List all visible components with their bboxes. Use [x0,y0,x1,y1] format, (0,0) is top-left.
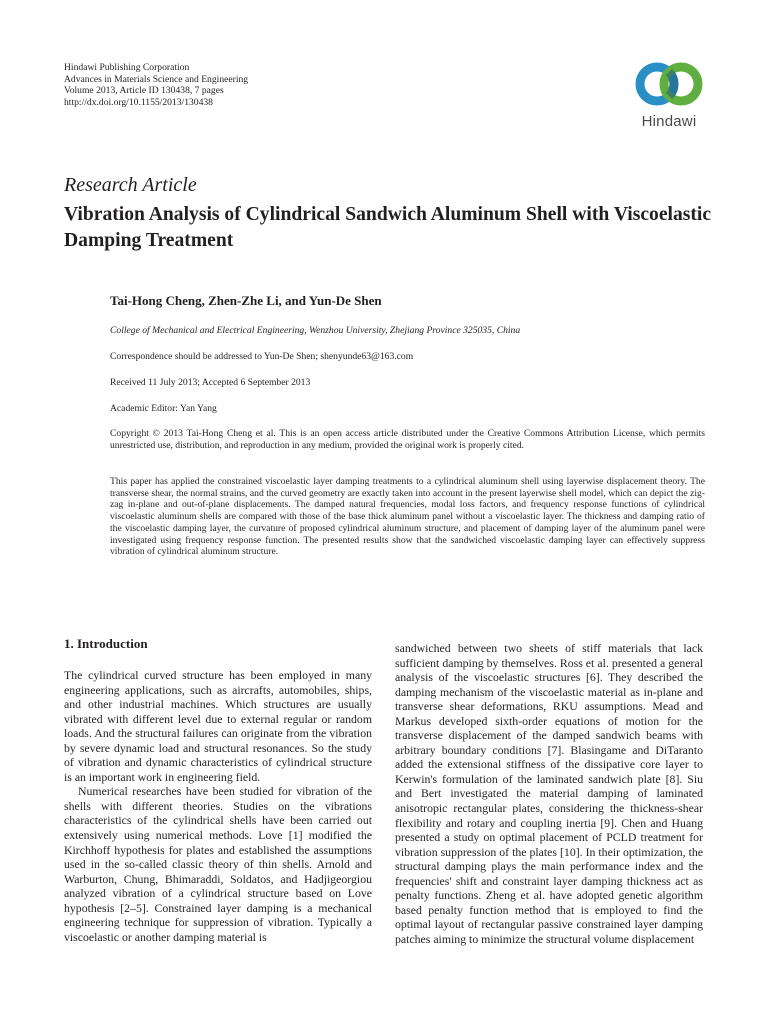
volume-info: Volume 2013, Article ID 130438, 7 pages [64,85,224,97]
correspondence: Correspondence should be addressed to Yun-De Shen; shenyunde63@163.com [110,351,414,362]
body-column-left [64,636,372,944]
publisher-name: Hindawi Publishing Corporation [64,62,190,73]
authors: Tai-Hong Cheng, Zhen-Zhe Li, and Yun-De Shen [110,293,382,308]
doi-link[interactable]: http://dx.doi.org/10.1155/2013/130438 [64,96,213,108]
paragraph: sandwiched between two sheets of stiff materials that lack sufficient damping by themselves. Ross et al. presented a general analysis of the viscoelastic structures [6]. They described the damping mechanism of the viscoelastic material as in-plane and transverse shear deformations, RKU assumptions. Mead and Markus developed sixth-order equations of motion for the transverse displacement of the damped sandwich beams with arbitrary boundary conditions [7]. Blasingame and DiTaranto added the extensional stiffness of the dissipative core layer to Kerwin's formulation of the laminated sandwich plate [8]. Siu and Bert investigated the material damping of laminated anisotropic rectangular plates, considering the thickness-shear flexibility and rotary and coupling inertia [9]. Chen and Huang presented a study on optimal placement of PCLD treatment for vibration suppression of the plates [10]. In their optimization, the structural damping plays the main performance index and the frequencies' shift and constraint layer damping thickness act as penalty functions. Zheng et al. have adopted genetic algorithm based penalty function method that is employed to find the optimal layout of rectangular passive constrained layer damping patches aiming to minimize the structural volume displacement [395,641,703,946]
abstract: This paper has applied the constrained viscoelastic layer damping treatments to a cylindrical aluminum shell using layerwise displacement theory. The transverse shear, the normal strains, and the curved geometry are exactly taken into account in the present layerwise shell model, which can depict the zig-zag in-plane and out-of-plane displacements. The damped natural frequencies, modal loss factors, and frequency response functions of cylindrical viscoelastic aluminum shells are compared with those of the base thick aluminum panel without a viscoelastic layer. The thickness and damping ratio of the viscoelastic damping layer, the curvature of proposed cylindrical aluminum structure, and placement of damping layer of the aluminum panel were investigated using frequency response function. The presented results show that the sandwiched viscoelastic damping layer can effectively suppress vibration of cylindrical aluminum structure. [110,476,705,558]
academic-editor: Academic Editor: Yan Yang [110,403,217,414]
copyright-notice: Copyright © 2013 Tai-Hong Cheng et al. This is an open access article distributed under the Creative Commons Attribution License, which permits unrestricted use, distribution, and reproduction in any medium, provided the original work is properly cited. [110,428,705,451]
logo-text: Hindawi [641,113,697,130]
body-column-right [395,641,703,946]
hindawi-logo [626,58,712,138]
page-title: Vibration Analysis of Cylindrical Sandwich Aluminum Shell with Viscoelastic Damping Treatment [64,204,712,251]
journal-header [64,62,248,108]
section-heading: 1. Introduction [64,636,148,651]
received-dates: Received 11 July 2013; Accepted 6 September 2013 [110,377,311,388]
paragraph: The cylindrical curved structure has been employed in many engineering applications, such as aircrafts, automobiles, ships, and other industrial machines. Which structures are usually vibrated with different level due to external regular or random loads. And the structural failures can originate from the vibration by severe dynamic load and structural resonances. So the study of vibration and dynamic characteristics of cylindrical structure is an important work in engineering field. [64,668,372,784]
article-type: Research Article [64,174,197,196]
journal-name: Advances in Materials Science and Engineering [64,73,249,85]
hindawi-rings-icon [632,58,706,108]
paragraph: Numerical researches have been studied for vibration of the shells with different theories. Studies on the vibrations characteristics of the cylindrical shells have been carried out extensively using numerical methods. Love [1] modified the Kirchhoff hypothesis for plates and established the assumptions used in the so-called classic theory of thin shells. Arnold and Warburton, Chung, Bhimaraddi, Soldatos, and Hadjigeorgiou analyzed vibration of a cylindrical structure based on Love hypothesis [2–5]. Constrained layer damping is a mechanical engineering technique for suppression of vibration. Typically a viscoelastic or another damping material is [64,784,372,944]
affiliation: College of Mechanical and Electrical Engineering, Wenzhou University, Zhejiang Province 325035, China [110,325,521,336]
